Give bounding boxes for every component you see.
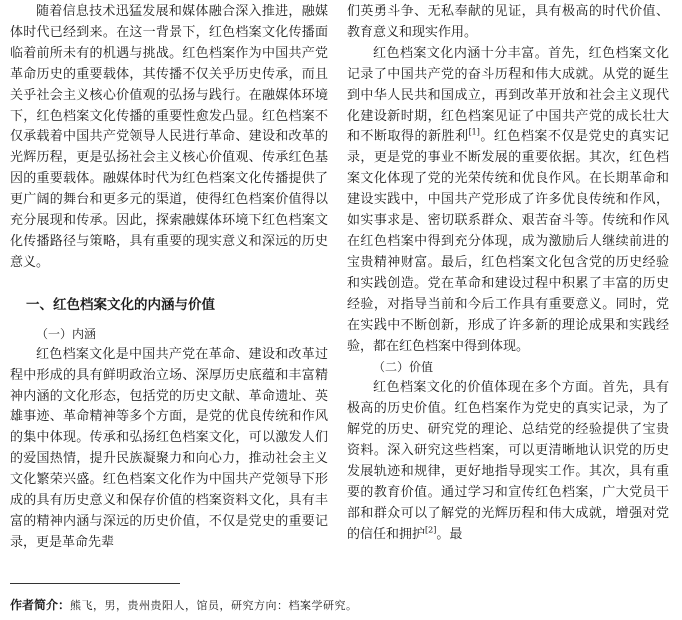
intro-paragraph: 随着信息技术迅猛发展和媒体融合深入推进，融媒体时代已经到来。在这一背景下，红色档案文化传播面临着前所未有的机遇与挑战。红色档案作为中国共产党革命历史的重要载体，其传播不仅关乎历史传承，而且关乎社会主义核心价值观的弘扬与践行。在融媒体环境下，红色档案文化传播的重要性愈发凸显。红色档案不仅承载着中国共产党领导人民进行革命、建设和改革的光辉历程，更是弘扬社会主义核心价值观、传承红色基因的重要载体。融媒体时代为红色档案文化传播提供了更广阔的舞台和更多元的渠道，使得红色档案价值得以充分展现和传承。因此，探索融媒体环境下红色档案文化传播路径与策略，具有重要的现实意义和深远的历史意义。	[10, 4, 328, 270]
footnote-divider	[10, 583, 180, 584]
left-column	[10, 2, 328, 554]
author-footnote	[10, 596, 670, 615]
reference-2: [2]	[425, 525, 437, 535]
footnote-text: 熊飞，男，贵州贵阳人，馆员，研究方向：档案学研究。	[70, 599, 358, 612]
value-paragraph	[347, 378, 669, 545]
value-text-2: 。最	[436, 526, 463, 542]
section-heading: 一、红色档案文化的内涵与价值	[26, 296, 215, 313]
continuation-paragraph: 们英勇斗争、无私奉献的见证，具有极高的时代价值、教育意义和现实作用。	[347, 4, 669, 40]
rich-content-text-2: 。红色档案不仅是党史的真实记录，更是党的事业不断发展的重要依据。其次，红色档案文化体现了党的光荣传统和优良作风。在长期革命和建设实践中，中国共产党形成了许多优良传统和作风，如实事求是、密切联系群众、艰苦奋斗等。传统和作风在红色档案中得到充分体现，成为激励后人继续前进的宝贵精神财富。最后，红色档案文化包含党的历史经验和实践创造。党在革命和建设过程中积累了丰富的历史经验，对指导当前和今后工作具有重要意义。同时，党在实践中不断创新，形成了许多新的理论成果和实践经验，都在红色档案中得到体现。	[347, 129, 669, 354]
rich-content-paragraph	[347, 44, 669, 358]
rich-content-text-1: 红色档案文化内涵十分丰富。首先，红色档案文化记录了中国共产党的奋斗历程和伟大成就。从党的诞生到中华人民共和国成立，再到改革开放和社会主义现代化建设新时期，红色档案见证了中国共产党的成长壮大和不断取得的新胜利	[347, 45, 669, 145]
connotation-paragraph: 红色档案文化是中国共产党在革命、建设和改革过程中形成的具有鲜明政治立场、深厚历史底蕴和丰富精神内涵的文化形态，包括党的历史文献、革命遗址、英雄事迹、革命精神等多个方面，是党的优良传统和作风的集中体现。传承和弘扬红色档案文化，可以激发人们的爱国热情，提升民族凝聚力和向心力，推动社会主义文化繁荣兴盛。红色档案文化作为中国共产党领导下形成的具有历史意义和保存价值的档案资料文化，具有丰富的精神内涵与深远的历史价值，不仅是党史的重要记录，更是革命先辈	[10, 346, 328, 550]
subheading-value: （二）价值	[373, 360, 434, 375]
right-column	[347, 2, 669, 546]
value-text-1: 红色档案文化的价值体现在多个方面。首先，具有极高的历史价值。红色档案作为党史的真实记录，为了解党的历史、研究党的理论、总结党的经验提供了宝贵资料。深入研究这些档案，可以更清晰地认识党的历史发展轨迹和规律，更好地指导现实工作。其次，具有重要的教育价值。通过学习和宣传红色档案，广大党员干部和群众可以了解党的光辉历程和伟大成就，增强对党的信任和拥护	[347, 380, 669, 542]
footnote-label: 作者简介：	[10, 598, 71, 612]
reference-1: [1]	[468, 128, 480, 138]
subheading-connotation: （一）内涵	[36, 326, 97, 341]
